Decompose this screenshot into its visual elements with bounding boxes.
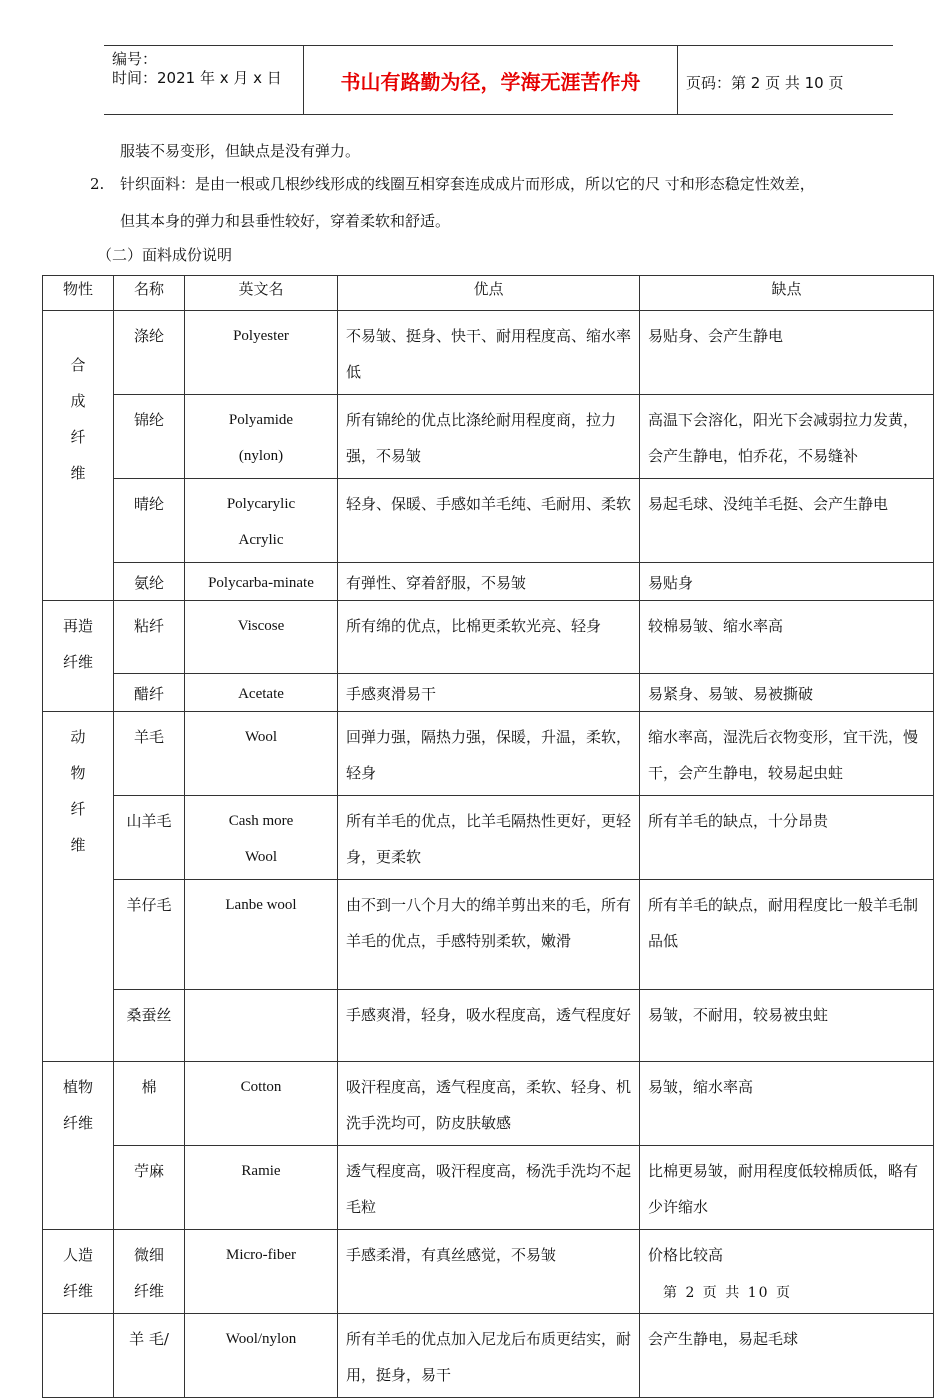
table-row	[43, 601, 934, 674]
table-row	[43, 796, 934, 880]
english-cell: Polycarylic Acrylic	[185, 479, 338, 563]
table-header-row	[43, 276, 934, 311]
con-cell: 价格比较高	[640, 1230, 934, 1314]
table-row	[43, 1314, 934, 1398]
body-line: 但其本身的弹力和县垂性较好，穿着柔软和舒适。	[120, 212, 451, 230]
pro-cell: 手感爽滑易干	[338, 674, 640, 712]
con-cell: 所有羊毛的缺点，十分昂贵	[640, 796, 934, 880]
con-cell: 易紧身、易皱、易被撕破	[640, 674, 934, 712]
english-cell: Polyamide (nylon)	[185, 395, 338, 479]
english-cell: Cash more Wool	[185, 796, 338, 880]
table-row	[43, 1146, 934, 1230]
group-label: 再造纤维	[62, 617, 93, 671]
group-label: 人造纤维	[62, 1246, 93, 1300]
header-cell: 物性	[43, 276, 114, 311]
group-cell	[43, 1062, 114, 1230]
english-cell: Acetate	[185, 674, 338, 712]
pro-cell: 吸汗程度高，透气程度高，柔软、轻身、机洗手洗均可，防皮肤敏感	[338, 1062, 640, 1146]
header-cell: 优点	[338, 276, 640, 311]
list-number: 2.	[90, 175, 105, 193]
name-cell: 晴纶	[114, 479, 185, 563]
con-cell: 易起毛球、没纯羊毛挺、会产生静电	[640, 479, 934, 563]
table-row	[43, 311, 934, 395]
name-cell: 醋纤	[114, 674, 185, 712]
section-title: （二）面料成份说明	[97, 246, 233, 264]
group-label: 合成纤维	[70, 356, 86, 482]
group-cell	[43, 311, 114, 601]
table-row	[43, 880, 934, 990]
name-cell: 山羊毛	[114, 796, 185, 880]
page-footer: 第 2 页 共 10 页	[663, 1285, 792, 1301]
con-cell: 高温下会溶化，阳光下会减弱拉力发黄，会产生静电，怕乔花，不易缝补	[640, 395, 934, 479]
table-row	[43, 712, 934, 796]
table-row	[43, 395, 934, 479]
name-cell: 粘纤	[114, 601, 185, 674]
name-cell: 棉	[114, 1062, 185, 1146]
group-label: 动物纤维	[70, 728, 86, 854]
english-cell: Wool	[185, 712, 338, 796]
table-row	[43, 990, 934, 1062]
body-line: 服装不易变形，但缺点是没有弹力。	[120, 142, 361, 160]
group-cell	[43, 1230, 114, 1314]
header-cell: 英文名	[185, 276, 338, 311]
header-motto: 书山有路勤为径，学海无涯苦作舟	[340, 70, 641, 94]
con-cell: 缩水率高，湿洗后衣物变形，宜干洗，慢干，会产生静电，较易起虫蛀	[640, 712, 934, 796]
group-cell-empty	[43, 1314, 114, 1398]
pro-cell: 有弹性、穿着舒服，不易皱	[338, 563, 640, 601]
pro-cell: 由不到一八个月大的绵羊剪出来的毛，所有羊毛的优点，手感特别柔软，嫩滑	[338, 880, 640, 990]
header-left	[112, 50, 282, 88]
table-row	[43, 674, 934, 712]
header-page-code: 页码：第 2 页 共 10 页	[686, 74, 844, 92]
pro-cell: 回弹力强，隔热力强，保暖，升温，柔软，轻身	[338, 712, 640, 796]
con-cell: 易贴身	[640, 563, 934, 601]
pro-cell: 不易皱、挺身、快干、耐用程度高、缩水率低	[338, 311, 640, 395]
pro-cell: 轻身、保暖、手感如羊毛纯、毛耐用、柔软	[338, 479, 640, 563]
con-cell: 比棉更易皱，耐用程度低较棉质低，略有少许缩水	[640, 1146, 934, 1230]
name-cell: 桑蚕丝	[114, 990, 185, 1062]
con-cell: 所有羊毛的缺点，耐用程度比一般羊毛制品低	[640, 880, 934, 990]
english-cell: Polycarba-minate	[185, 563, 338, 601]
name-cell: 涤纶	[114, 311, 185, 395]
table-row	[43, 1062, 934, 1146]
pro-cell: 透气程度高，吸汗程度高，杨洗手洗均不起毛粒	[338, 1146, 640, 1230]
con-cell: 较棉易皱、缩水率高	[640, 601, 934, 674]
con-cell: 易皱，不耐用，较易被虫蛀	[640, 990, 934, 1062]
header-cell: 名称	[114, 276, 185, 311]
english-cell: Polyester	[185, 311, 338, 395]
group-label: 植物纤维	[62, 1078, 93, 1132]
fabric-table	[42, 275, 934, 1398]
name-cell: 氨纶	[114, 563, 185, 601]
page-header	[104, 45, 893, 115]
pro-cell: 所有羊毛的优点加入尼龙后布质更结实，耐用，挺身，易干	[338, 1314, 640, 1398]
name-label: 微细纤维	[133, 1246, 164, 1300]
english-cell: Lanbe wool	[185, 880, 338, 990]
pro-cell: 手感爽滑，轻身，吸水程度高，透气程度好	[338, 990, 640, 1062]
name-cell: 羊 毛/	[114, 1314, 185, 1398]
name-cell	[114, 1230, 185, 1314]
pro-cell: 所有绵的优点，比棉更柔软光亮、轻身	[338, 601, 640, 674]
english-cell: Cotton	[185, 1062, 338, 1146]
english-cell: Viscose	[185, 601, 338, 674]
name-cell: 羊毛	[114, 712, 185, 796]
name-cell: 苧麻	[114, 1146, 185, 1230]
con-cell: 易贴身、会产生静电	[640, 311, 934, 395]
english-cell	[185, 990, 338, 1062]
pro-cell: 所有锦纶的优点比涤纶耐用程度商，拉力强，不易皱	[338, 395, 640, 479]
date-line: 时间：2021 年 x 月 x 日	[112, 69, 282, 87]
group-cell	[43, 601, 114, 712]
english-cell: Wool/nylon	[185, 1314, 338, 1398]
english-cell: Micro-fiber	[185, 1230, 338, 1314]
name-cell: 锦纶	[114, 395, 185, 479]
english-cell: Ramie	[185, 1146, 338, 1230]
serial-label: 编号：	[112, 50, 158, 68]
table-row	[43, 563, 934, 601]
header-cell: 缺点	[640, 276, 934, 311]
body-line: 针织面料：是由一根或几根纱线形成的线圈互相穿套连成成片而形成，所以它的尺 寸和形态稳定性效差，	[120, 175, 815, 193]
table-row	[43, 1230, 934, 1314]
group-cell	[43, 712, 114, 1062]
name-cell: 羊仔毛	[114, 880, 185, 990]
header-divider	[677, 46, 678, 114]
con-cell: 易皱，缩水率高	[640, 1062, 934, 1146]
table-row	[43, 479, 934, 563]
con-cell: 会产生静电，易起毛球	[640, 1314, 934, 1398]
pro-cell: 手感柔滑，有真丝感觉，不易皱	[338, 1230, 640, 1314]
pro-cell: 所有羊毛的优点，比羊毛隔热性更好，更轻身，更柔软	[338, 796, 640, 880]
